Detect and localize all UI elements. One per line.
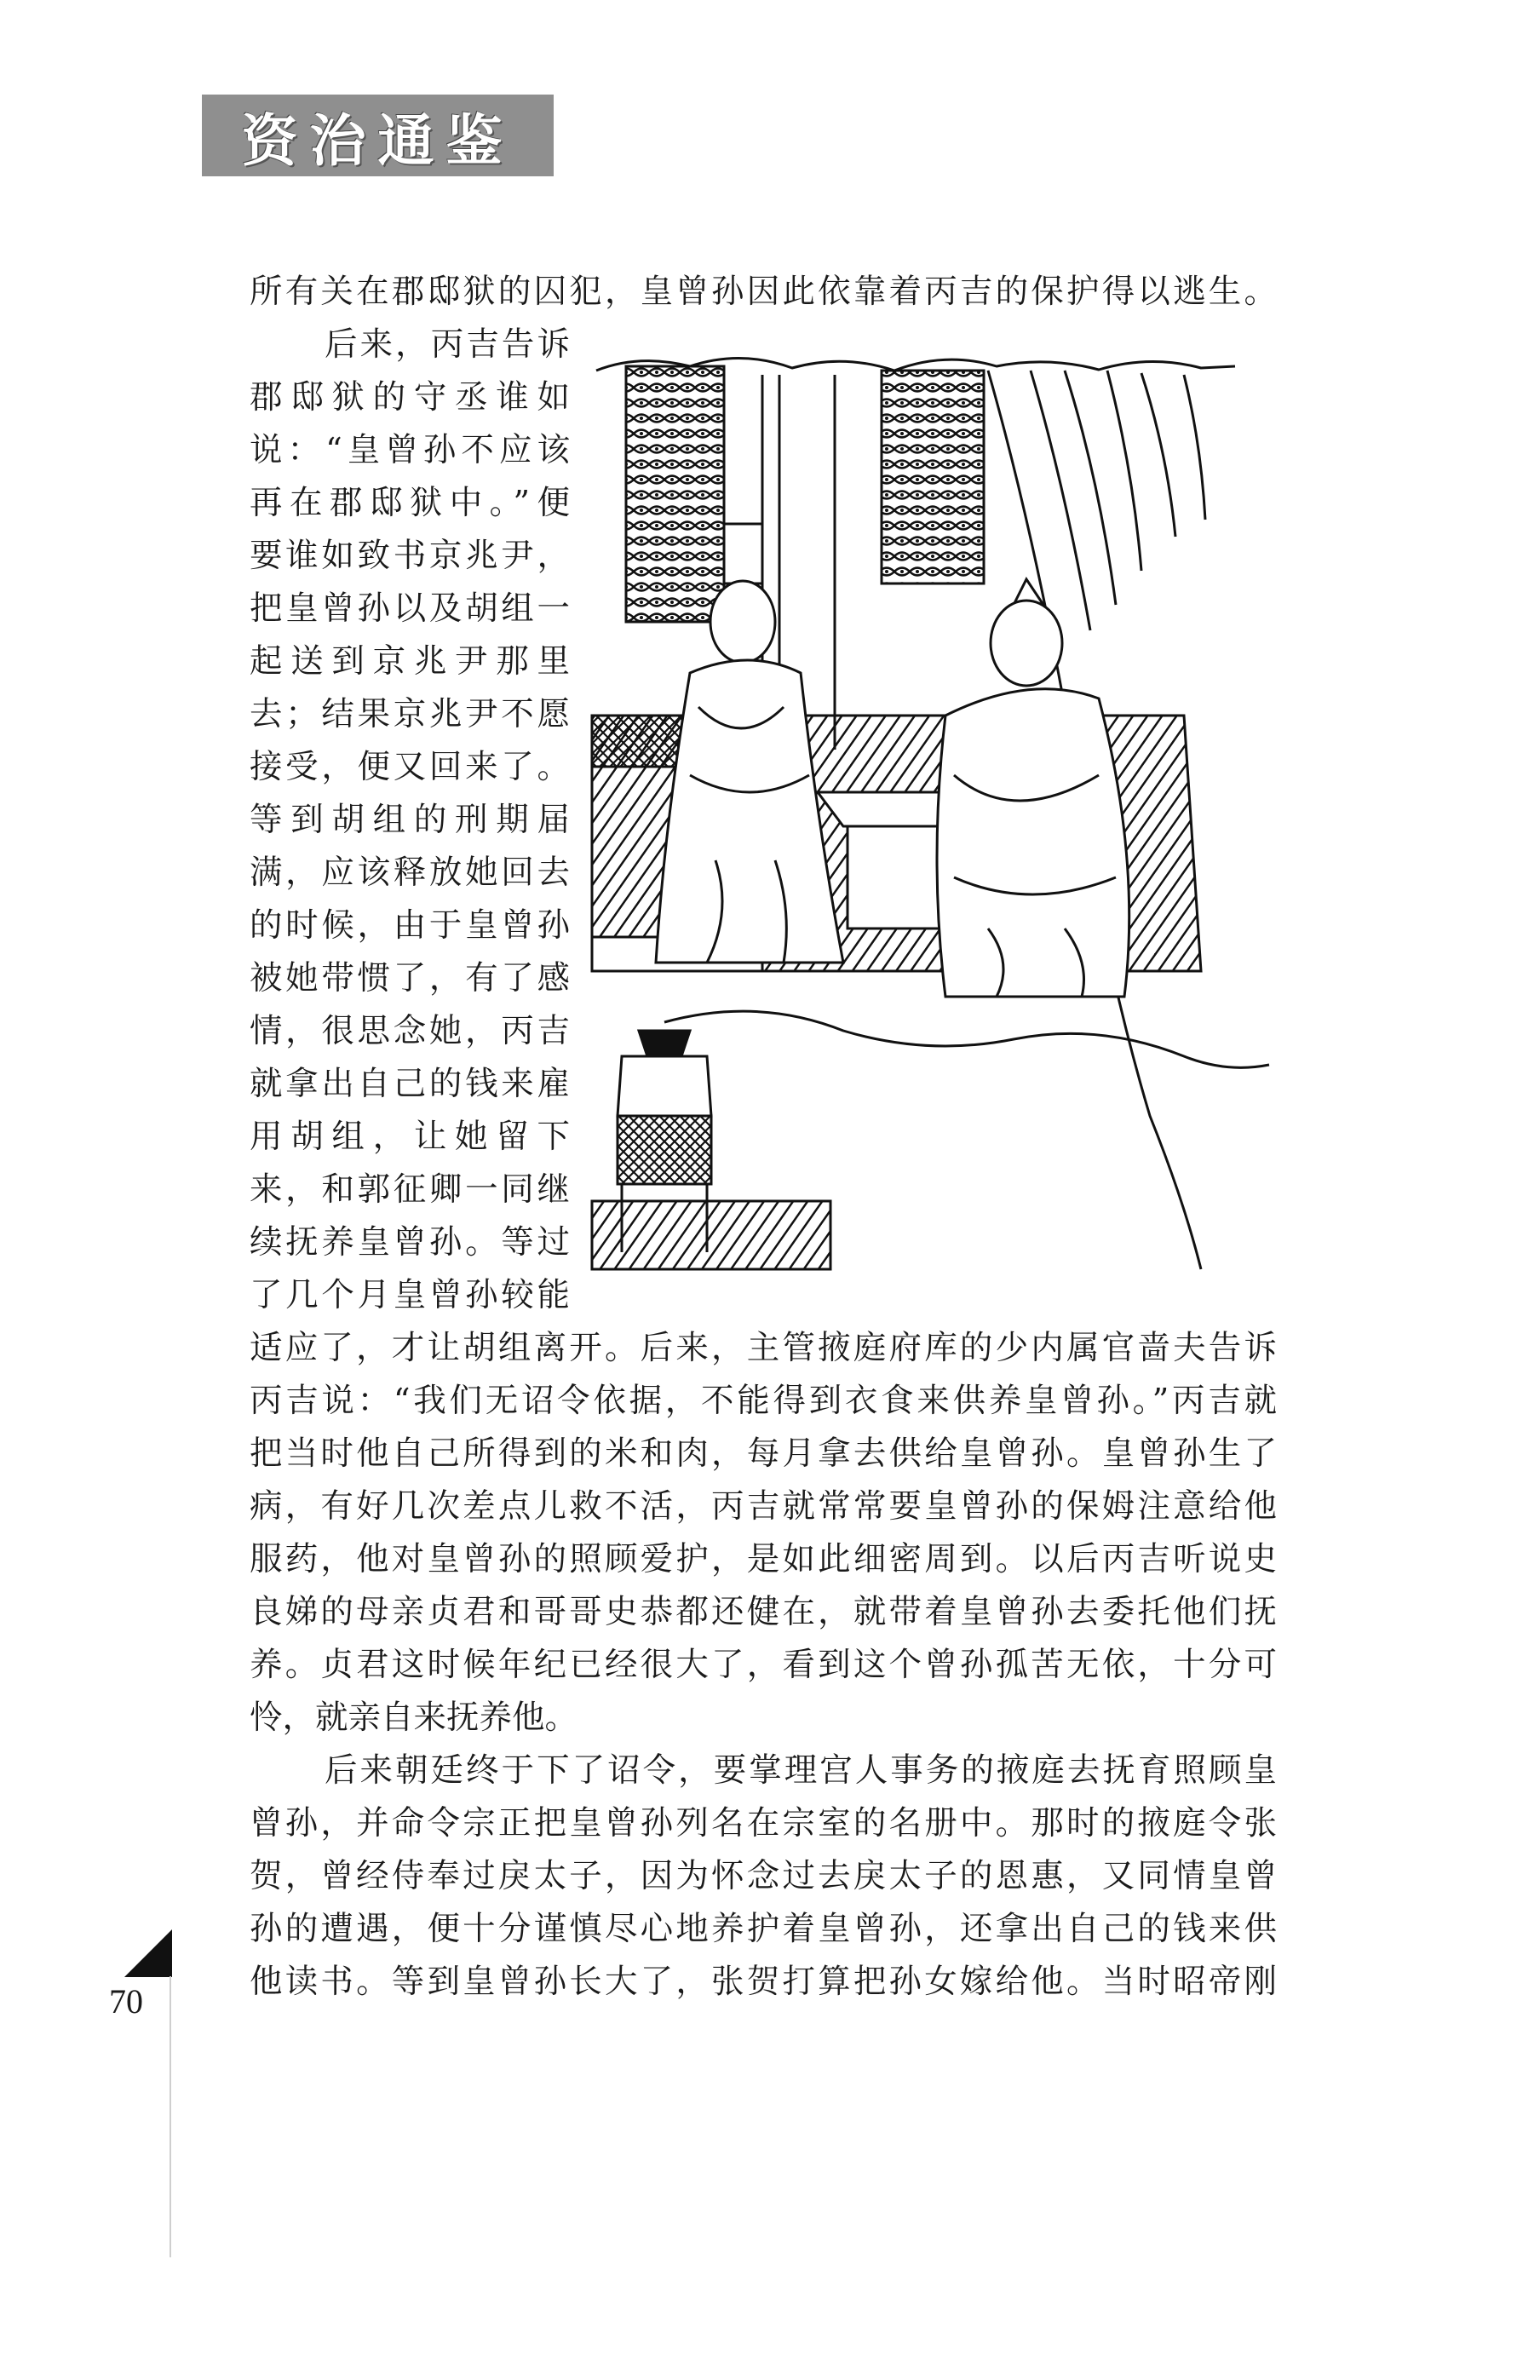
- text-line: 来，和郭征卿一同继: [250, 1170, 570, 1209]
- text-line: 被她带惯了，有了感: [250, 959, 570, 997]
- text-line: 情，很思念她，丙吉: [250, 1012, 570, 1050]
- text-line: 后来，丙吉告诉: [325, 325, 570, 364]
- text-line: 去；结果京兆尹不愿: [250, 695, 570, 733]
- text-line: 接受，便又回来了。: [250, 748, 570, 786]
- text-line: 起送到京兆尹那里: [250, 642, 570, 681]
- text-line: 等到胡组的刑期届: [250, 801, 570, 839]
- margin-rule: [170, 1976, 171, 2257]
- text-line: 再在郡邸狱中。”便: [250, 484, 570, 522]
- text-line: 续抚养皇曾孙。等过: [250, 1223, 570, 1262]
- text-line: 他读书。等到皇曾孙长大了，张贺打算把孙女嫁给他。当时昭帝刚: [250, 1963, 1277, 2001]
- text-line: 怜，就亲自来抚养他。: [250, 1699, 578, 1737]
- text-line: 把皇曾孙以及胡组一: [250, 589, 570, 628]
- page-number: 70: [109, 1982, 143, 2021]
- text-line: 后来朝廷终于下了诏令，要掌理宫人事务的掖庭去抚育照顾皇: [325, 1751, 1277, 1790]
- text-line: 孙的遭遇，便十分谨慎尽心地养护着皇曾孙，还拿出自己的钱来供: [250, 1910, 1277, 1948]
- page-corner-mark: [124, 1929, 172, 1977]
- text-line: 良娣的母亲贞君和哥哥史恭都还健在，就带着皇曾孙去委托他们抚: [250, 1593, 1277, 1631]
- text-line: 适应了，才让胡组离开。后来，主管掖庭府库的少内属官啬夫告诉: [250, 1329, 1277, 1367]
- text-line: 就拿出自己的钱来雇: [250, 1065, 570, 1103]
- text-line: 满，应该释放她回去: [250, 854, 570, 892]
- scene-lines: [592, 358, 1269, 1269]
- text-line: 养。贞君这时候年纪已经很大了，看到这个曾孙孤苦无依，十分可: [250, 1646, 1277, 1684]
- text-line: 病，有好几次差点儿救不活，丙吉就常常要皇曾孙的保姆注意给他: [250, 1487, 1277, 1526]
- text-line: 服药，他对皇曾孙的照顾爱护，是如此细密周到。以后丙吉听说史: [250, 1540, 1277, 1578]
- text-line: 要谁如致书京兆尹，: [250, 537, 570, 575]
- text-line: 贺，曾经侍奉过戾太子，因为怀念过去戾太子的恩惠，又同情皇曾: [250, 1857, 1277, 1895]
- text-line: 郡邸狱的守丞谁如: [250, 378, 570, 417]
- book-title: 资治通鉴: [241, 107, 514, 174]
- ink-illustration: [588, 349, 1278, 1286]
- text-line: 的时候，由于皇曾孙: [250, 906, 570, 945]
- text-line: 曾孙，并命令宗正把皇曾孙列名在宗室的名册中。那时的掖庭令张: [250, 1804, 1277, 1842]
- text-line: 所有关在郡邸狱的囚犯，皇曾孙因此依靠着丙吉的保护得以逃生。: [250, 273, 1277, 311]
- header-banner: [202, 95, 554, 176]
- text-line: 说：“皇曾孙不应该: [250, 431, 570, 469]
- text-line: 丙吉说：“我们无诏令依据，不能得到衣食来供养皇曾孙。”丙吉就: [250, 1382, 1277, 1420]
- text-line: 用胡组，让她留下: [250, 1118, 570, 1156]
- text-line: 把当时他自己所得到的米和肉，每月拿去供给皇曾孙。皇曾孙生了: [250, 1434, 1277, 1473]
- text-line: 了几个月皇曾孙较能: [250, 1276, 570, 1314]
